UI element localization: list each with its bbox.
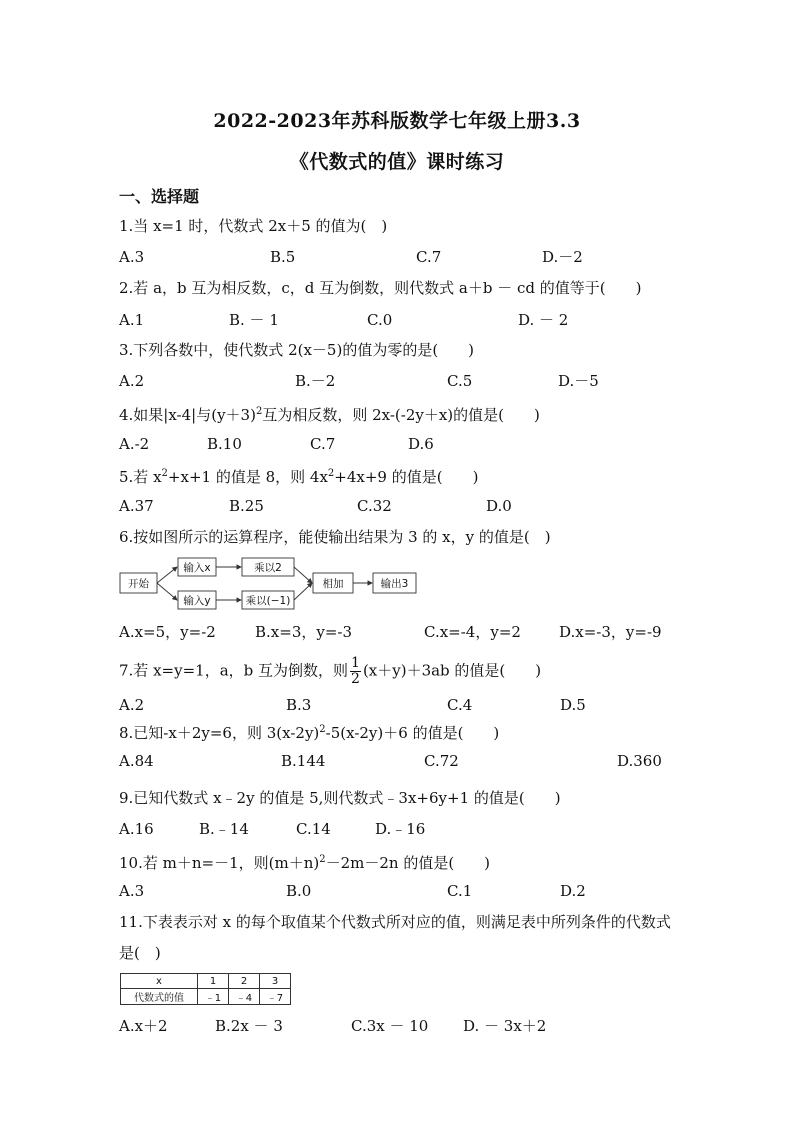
q2-option-a: A.1 [119, 311, 145, 329]
q5-stem-c: +4x+9 的值是( ) [334, 468, 479, 486]
table-cell: ﹣1 [198, 989, 229, 1005]
q5-superscript-1: 2 [161, 468, 168, 479]
fraction-one-half [350, 656, 361, 687]
q10-option-b: B.0 [286, 882, 312, 900]
flow-multiply-2: 乘以2 [254, 562, 282, 574]
table-cell: 1 [198, 974, 229, 989]
q7-option-a: A.2 [119, 696, 145, 714]
question-6: 6.按如图所示的运算程序，能使输出结果为 3 的 x，y 的值是( ) [119, 528, 551, 546]
table-cell: x [121, 974, 198, 989]
q9-option-a: A.16 [119, 820, 154, 838]
q3-option-c: C.5 [447, 372, 473, 390]
q1-option-b: B.5 [270, 248, 296, 266]
question-11-line-1: 11.下表表示对 x 的每个取值某个代数式所对应的值，则满足表中所列条件的代数式 [119, 913, 671, 931]
q5-option-c: C.32 [357, 497, 392, 515]
q11-option-c: C.3x － 10 [351, 1017, 429, 1035]
q5-option-b: B.25 [229, 497, 264, 515]
q9-option-b: B.﹣14 [199, 820, 249, 838]
q6-option-b: B.x=3，y=-3 [255, 623, 353, 641]
flow-input-x: 输入x [183, 562, 211, 574]
q9-option-c: C.14 [296, 820, 331, 838]
value-table [120, 973, 291, 1005]
flow-input-y: 输入y [183, 595, 211, 607]
q7-option-b: B.3 [286, 696, 312, 714]
q10-stem-a: 10.若 m＋n=－1，则(m＋n) [119, 854, 320, 872]
q6-option-c: C.x=-4，y=2 [424, 623, 521, 641]
q4-option-a: A.-2 [119, 435, 150, 453]
q3-option-a: A.2 [119, 372, 145, 390]
q8-option-d: D.360 [617, 752, 662, 770]
q1-option-d: D.－2 [542, 248, 583, 266]
flow-add: 相加 [322, 578, 344, 590]
q11-option-a: A.x＋2 [119, 1017, 168, 1035]
q8-superscript: 2 [319, 724, 326, 735]
flow-multiply-neg1: 乘以(−1) [245, 595, 291, 607]
q4-option-b: B.10 [207, 435, 242, 453]
table-cell: 3 [260, 974, 291, 989]
question-8 [119, 720, 499, 743]
q2-option-d: D. － 2 [518, 311, 569, 329]
question-9: 9.已知代数式 x﹣2y 的值是 5,则代数式﹣3x+6y+1 的值是( ) [119, 789, 561, 807]
question-11-line-2: 是( ) [119, 944, 161, 962]
question-7 [119, 656, 541, 687]
q7-stem-b: (x＋y)＋3ab 的值是( ) [362, 661, 542, 680]
question-3: 3.下列各数中，使代数式 2(x－5)的值为零的是( ) [119, 341, 475, 359]
q4-option-c: C.7 [310, 435, 336, 453]
q10-option-a: A.3 [119, 882, 145, 900]
section-heading: 一、选择题 [119, 187, 200, 206]
title-line-2: 《代数式的值》课时练习 [289, 151, 505, 173]
q5-superscript-2: 2 [327, 468, 335, 479]
question-4 [119, 402, 540, 425]
q5-stem-a: 5.若 x [119, 468, 162, 486]
question-1: 1.当 x=1 时，代数式 2x＋5 的值为( ) [119, 217, 388, 235]
q10-option-c: C.1 [447, 882, 473, 900]
q5-stem-b: +x+1 的值是 8，则 4x [167, 468, 328, 486]
q4-stem-b: 互为相反数，则 2x-(-2y＋x)的值是( ) [262, 406, 540, 424]
q4-stem-a: 4.如果|x-4|与(y＋3) [119, 406, 256, 424]
table-cell: 2 [229, 974, 260, 989]
q7-option-c: C.4 [447, 696, 473, 714]
question-2: 2.若 a，b 互为相反数，c，d 互为倒数，则代数式 a＋b － cd 的值等于( ) [119, 279, 642, 297]
q1-option-c: C.7 [416, 248, 442, 266]
q5-option-a: A.37 [119, 497, 154, 515]
q6-option-a: A.x=5，y=-2 [119, 623, 216, 641]
fraction-numerator: 1 [351, 655, 360, 671]
q11-option-b: B.2x － 3 [215, 1017, 283, 1035]
q3-option-d: D.－5 [558, 372, 599, 390]
q2-option-b: B. － 1 [229, 311, 279, 329]
table-cell: ﹣4 [229, 989, 260, 1005]
flow-output: 输出3 [380, 578, 409, 590]
flow-start: 开始 [128, 578, 149, 590]
q1-option-a: A.3 [119, 248, 145, 266]
q11-option-d: D. － 3x＋2 [463, 1017, 547, 1035]
q8-option-b: B.144 [281, 752, 326, 770]
question-10 [119, 850, 490, 873]
q10-superscript: 2 [319, 854, 326, 865]
q6-option-d: D.x=-3，y=-9 [559, 623, 662, 641]
table-cell: 代数式的值 [121, 989, 198, 1005]
table-row [121, 989, 291, 1005]
q8-option-a: A.84 [119, 752, 154, 770]
q8-stem-b: -5(x-2y)＋6 的值是( ) [325, 724, 500, 742]
q5-option-d: D.0 [486, 497, 512, 515]
q2-option-c: C.0 [367, 311, 393, 329]
q10-stem-b: －2m－2n 的值是( ) [325, 854, 491, 872]
q7-stem-a: 7.若 x=y=1，a，b 互为倒数，则 [119, 661, 349, 680]
q3-option-b: B.－2 [295, 372, 336, 390]
q4-superscript: 2 [255, 406, 263, 417]
q10-option-d: D.2 [560, 882, 586, 900]
q7-option-d: D.5 [560, 696, 586, 714]
q8-stem-a: 8.已知-x＋2y=6，则 3(x-2y) [119, 724, 320, 742]
flowchart-diagram [119, 556, 419, 612]
q4-option-d: D.6 [408, 435, 434, 453]
fraction-denominator: 2 [351, 671, 360, 687]
q8-option-c: C.72 [424, 752, 459, 770]
q9-option-d: D.﹣16 [375, 820, 426, 838]
table-cell: ﹣7 [260, 989, 291, 1005]
title-line-1: 2022-2023年苏科版数学七年级上册3.3 [213, 110, 581, 132]
table-row [121, 974, 291, 989]
question-5 [119, 464, 478, 487]
